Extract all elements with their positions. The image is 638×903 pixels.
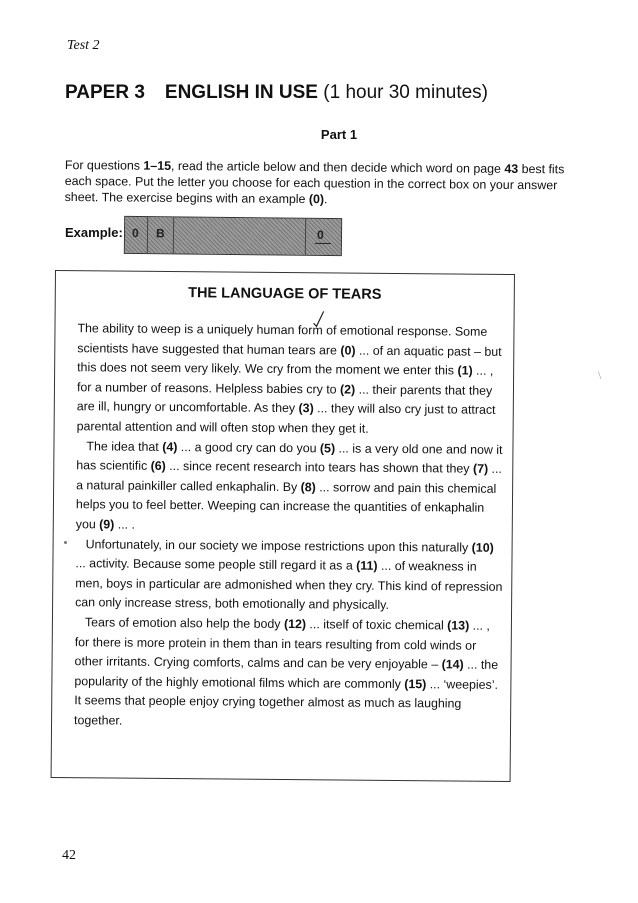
passage-text: ... a good cry can do you [177,439,321,455]
passage-text: ... they will also cry just to attract parental attention and will often stop when they get it. [76,401,496,436]
passage-text: ... . [114,517,136,532]
passage-paragraph-3 [75,535,506,617]
passage-text: ... , for a number of reasons. Helpless babies cry to [76,363,494,397]
gap-number: (5) [319,440,336,456]
gap-number: (7) [472,461,489,476]
gap-number: (12) [283,616,307,632]
passage-paragraph-2 [76,437,507,539]
gap-number: (11) [356,558,378,573]
paper-number: PAPER 3 [65,82,145,103]
gap-number: (9) [99,517,115,532]
passage-text: ... sorrow and pain this chemical helps you to feel better. Weeping can increase the quantities of enkaphalin you [75,480,497,532]
paper-name: ENGLISH IN USE [164,82,318,103]
passage-text: ... a natural painkiller called enkaphalin. By [76,461,502,494]
example-label: Example: [65,225,123,240]
passage-text: ... of an aquatic past – but this does not seem very likely. We cry from the moment we enter this [77,343,502,378]
passage-paragraph-1 [77,319,508,440]
passage-text: ... since recent research into tears has shown that they [165,459,474,476]
passage-text: Unfortunately, in our society we impose restrictions upon this naturally [85,536,472,555]
margin-pencil-mark: \ [598,368,602,382]
gap-number: (8) [300,479,316,495]
margin-dot [64,541,67,544]
example-cell-answer: 0 [307,219,340,255]
part-heading: Part 1 [320,127,358,142]
example-reference: (0) [308,192,325,207]
gap-number: (1) [457,363,473,378]
passage-text: Tears of emotion also help the body [84,615,285,631]
example-answer-box [124,216,342,256]
gap-number: (13) [447,618,470,633]
example-answer-line [315,243,331,244]
passage-title: THE LANGUAGE OF TEARS [188,285,382,303]
passage-text: ... of weakness in men, boys in particular are admonished when they cry. This kind of repression can only increase stress, both emotionally and physically. [75,558,503,613]
gap-number: (0) [340,343,356,358]
example-cell-number: 0 [125,217,148,253]
passage-text: ... the popularity of the highly emotional films which are commonly [74,657,499,691]
gap-number: (3) [298,401,314,416]
gap-number: (6) [150,458,166,474]
passage-text: ... itself of toxic chemical [305,617,448,633]
passage-text: The idea that [86,438,163,454]
paper-title [65,82,488,104]
passage-body [74,319,508,734]
gap-number: (4) [162,439,178,454]
gap-number: (10) [471,540,494,555]
gap-number: (15) [404,676,427,691]
instructions: For questions 1–15, read the article below and then decide which word on page 43 best fits each space. Put the letter you choose for each question in the correct box on your answer sheet. The exercise begins with an example (0). [64,157,565,207]
page-reference: 43 [504,161,519,176]
passage-paragraph-4 [74,613,505,734]
passage-box [51,270,515,782]
passage-text: The ability to weep is a uniquely human form of emotional response. Some scientists have suggested that human tears are [77,321,488,358]
gap-number: (14) [441,657,464,672]
paper-duration: (1 hour 30 minutes) [323,82,489,103]
test-label: Test 2 [67,38,100,53]
passage-text: ... their parents that they are ill, hungry or uncomfortable. As they [76,382,493,416]
example-cell-letter: B [147,217,174,253]
page-number: 42 [62,848,76,863]
passage-text: ... is a very old one and now it has scientific [76,441,503,473]
passage-text: ... , for there is more protein in them than in tears resulting from cold winds or other irritants. Crying comforts, calms and can be very enjoyable – [74,618,490,672]
question-range: 1–15 [143,158,172,173]
passage-text: ... ‘weepies’. It seems that people enjoy crying together almost as much as laughing together. [74,676,499,728]
passage-text: ... activity. Because some people still regard it as a [75,556,357,573]
gap-number: (2) [340,382,356,397]
